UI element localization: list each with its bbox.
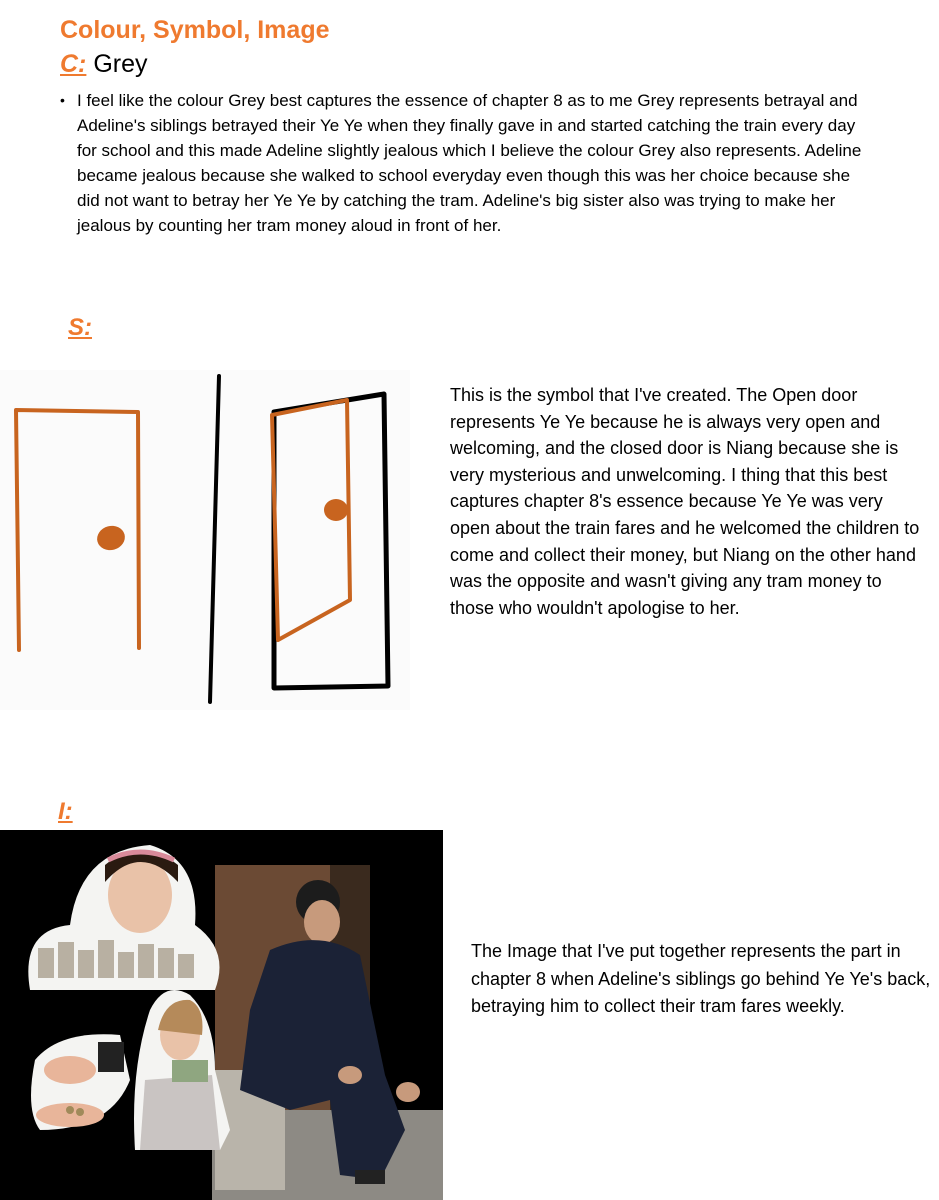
image-collage xyxy=(0,830,443,1200)
girl-dress xyxy=(140,1075,220,1150)
symbol-label: S: xyxy=(68,314,92,341)
colour-heading xyxy=(60,50,148,79)
symbol-paragraph: This is the symbol that I've created. The Open door represents Ye Ye because he is always very open and welcoming, and the closed door is Niang because she is very mysterious and unwelcoming. I thing that this best captures chapter 8's essence because Ye Ye was very open about the train fares and he welcomed the children to come and collect their money, but Niang on the other hand was the opposite and wasn't giving any tram money to those who wouldn't apologise to her. xyxy=(450,385,920,618)
page-title: Colour, Symbol, Image xyxy=(60,16,330,44)
open-door-knob xyxy=(324,499,348,521)
image-label: I: xyxy=(58,798,73,825)
old-man-face xyxy=(304,900,340,944)
giving-hand xyxy=(44,1056,96,1084)
colour-paragraph: I feel like the colour Grey best captures the essence of chapter 8 as to me Grey represents betrayal and Adeline's siblings betrayed their Ye Ye when they finally gave in and started catching the train every day for school and this made Adeline slightly jealous which I believe the colour Grey also represents. Adeline became jealous because she walked to school everyday even though this was her choice because she did not want to betray her Ye Ye by catching the tram. Adeline's big sister also was trying to make her jealous by counting her tram money aloud in front of her. xyxy=(77,91,862,235)
bullet-marker: • xyxy=(60,92,65,108)
image-paragraph: The Image that I've put together represents the part in chapter 8 when Adeline's siblings go behind Ye Ye's back, betraying him to collect their tram fares weekly. xyxy=(471,941,931,1016)
colour-label: C: xyxy=(60,50,87,78)
door-symbol-drawing xyxy=(0,370,410,710)
colour-value: Grey xyxy=(93,50,148,78)
money-notes xyxy=(172,1060,208,1082)
